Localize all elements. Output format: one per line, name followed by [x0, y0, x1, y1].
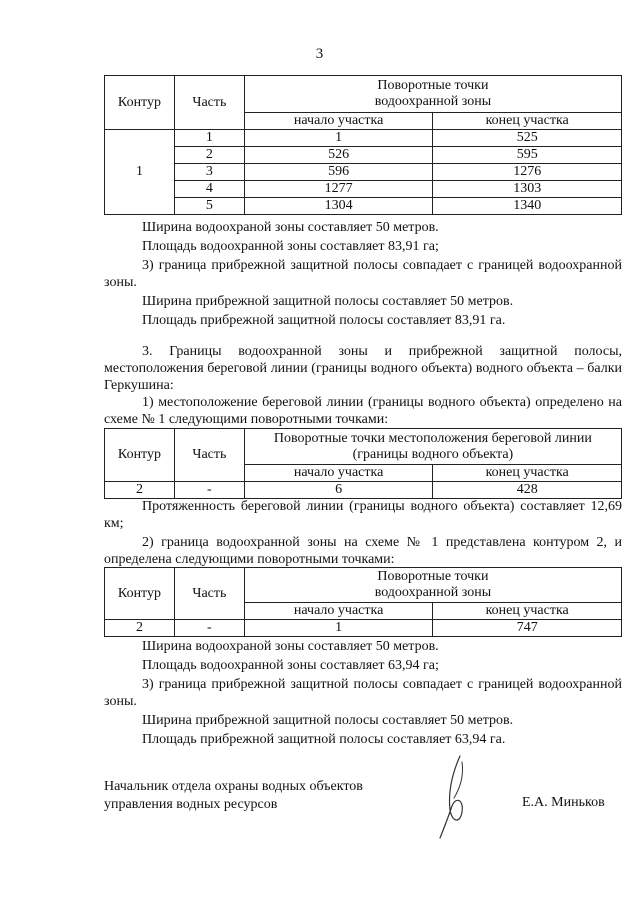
header-turning-points [244, 568, 621, 603]
width-zone-text-2: Ширина водоохраной зоны составляет 50 метров. [142, 639, 439, 654]
start-cell: 1 [244, 620, 433, 637]
shoreline-points-table [104, 428, 622, 499]
signatory-name: Е.А. Миньков [522, 795, 605, 810]
end-cell: 525 [433, 130, 622, 147]
kontur-cell: 2 [105, 482, 175, 499]
width-zone-text-1: Ширина водоохраной зоны составляет 50 метров. [142, 220, 439, 235]
header-chast: Часть [174, 76, 244, 130]
end-cell: 428 [433, 482, 622, 499]
area-zone-text-1: Площадь водоохранной зоны составляет 83,91 га; [142, 239, 439, 254]
header-group-line2: водоохранной зоны [374, 94, 492, 109]
boundary-item-3-1: 3) граница прибрежной защитной полосы совпадает с границей водоохранной зоны. [104, 258, 622, 290]
signatory-title [104, 778, 363, 814]
section-3-heading: 3. Границы водоохранной зоны и прибрежной защитной полосы, местоположения береговой линии (границы водного объекта) водного объекта – балки Геркушина: [104, 344, 622, 393]
part-cell: 3 [174, 164, 244, 181]
signatory-title-line1: Начальник отдела охраны водных объектов [104, 779, 363, 794]
start-cell: 1277 [244, 181, 433, 198]
header-group-line2: водоохранной зоны [374, 585, 492, 600]
start-cell: 1 [244, 130, 433, 147]
header-group-line1: Поворотные точки [377, 78, 489, 93]
part-cell: 5 [174, 198, 244, 215]
header-end: конец участка [433, 465, 622, 482]
area-strip-text-1: Площадь прибрежной защитной полосы составляет 83,91 га. [142, 313, 506, 328]
width-strip-text-1: Ширина прибрежной защитной полосы составляет 50 метров. [142, 294, 514, 309]
header-chast: Часть [174, 568, 244, 620]
start-cell: 6 [244, 482, 433, 499]
header-turning-points [244, 429, 621, 465]
header-end: конец участка [433, 603, 622, 620]
header-chast: Часть [174, 429, 244, 482]
signatory-title-line2: управления водных ресурсов [104, 797, 278, 812]
header-turning-points [244, 76, 621, 113]
start-cell: 596 [244, 164, 433, 181]
end-cell: 1276 [433, 164, 622, 181]
kontur-cell: 1 [105, 130, 175, 215]
part-cell: - [174, 620, 244, 637]
header-start: начало участка [244, 465, 433, 482]
boundary-item-3-2: 3) граница прибрежной защитной полосы совпадает с границей водоохранной зоны. [104, 677, 622, 709]
header-start: начало участка [244, 603, 433, 620]
header-group-line2: (границы водного объекта) [352, 446, 514, 462]
header-start: начало участка [244, 113, 433, 130]
turning-points-table-2 [104, 567, 622, 637]
start-cell: 526 [244, 147, 433, 164]
part-cell: 1 [174, 130, 244, 147]
shoreline-length-text: Протяженность береговой линии (границы водного объекта) составляет 12,69 км; [104, 499, 622, 531]
start-cell: 1304 [244, 198, 433, 215]
end-cell: 1303 [433, 181, 622, 198]
header-group-line1: Поворотные точки [377, 569, 489, 584]
header-end: конец участка [433, 113, 622, 130]
part-cell: - [174, 482, 244, 499]
area-strip-text-2: Площадь прибрежной защитной полосы составляет 63,94 га. [142, 732, 506, 747]
zone-boundary-item-2: 2) граница водоохранной зоны на схеме № 1 представлена контуром 2, и определена следующими поворотными точками: [104, 535, 622, 567]
page-number: 3 [315, 46, 324, 62]
kontur-cell: 2 [105, 620, 175, 637]
header-kontur: Контур [105, 568, 175, 620]
width-strip-text-2: Ширина прибрежной защитной полосы составляет 50 метров. [142, 713, 514, 728]
turning-points-table-1 [104, 75, 622, 215]
part-cell: 2 [174, 147, 244, 164]
header-kontur: Контур [105, 429, 175, 482]
header-group-line1: Поворотные точки местоположения береговой линии [273, 430, 592, 446]
header-kontur: Контур [105, 76, 175, 130]
shoreline-item-1: 1) местоположение береговой линии (границы водного объекта) определено на схеме № 1 следующими поворотными точками: [104, 395, 622, 427]
end-cell: 595 [433, 147, 622, 164]
handwritten-signature [430, 752, 480, 842]
end-cell: 747 [433, 620, 622, 637]
area-zone-text-2: Площадь водоохранной зоны составляет 63,94 га; [142, 658, 439, 673]
end-cell: 1340 [433, 198, 622, 215]
part-cell: 4 [174, 181, 244, 198]
